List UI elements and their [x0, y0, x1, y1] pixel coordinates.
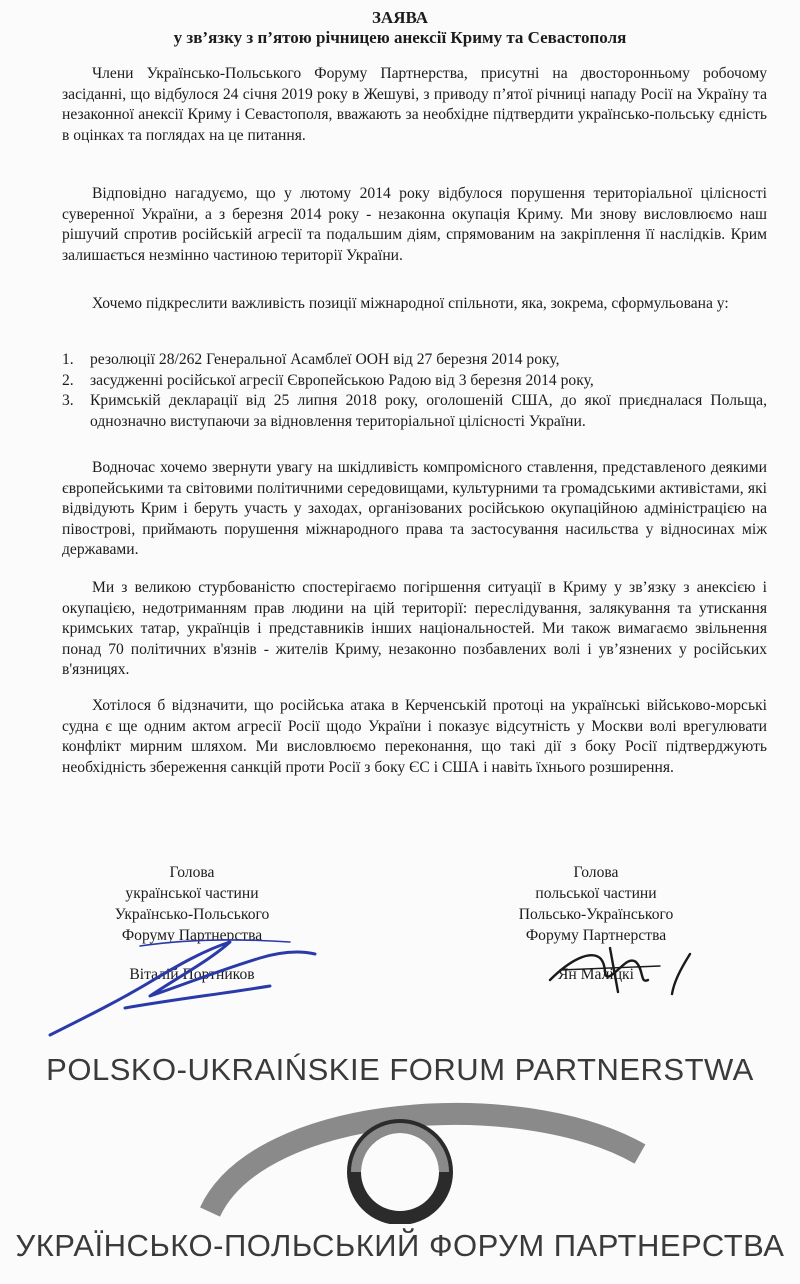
list-item-number: 1. — [62, 351, 74, 368]
paragraph-5: Ми з великою стурбованістю спостерігаємо погіршення ситуації в Криму у зв’язку з анексією і окупацією, недотриманням прав людини на цій території: переслідування, залякування та утискання кримських татар, українців і представників інших національностей. Ми також вимагаємо звільнення понад 70 політичних в'язнів - жителів Криму, незаконно позбавлених волі і ув’язнених у російських в'язницях. — [62, 579, 767, 678]
list-item — [62, 391, 767, 432]
signature-title-line: Форуму Партнерства — [525, 927, 667, 944]
document-title: ЗАЯВА — [371, 8, 429, 27]
list-item-number: 3. — [62, 392, 74, 409]
signature-title-line: польської частини — [535, 885, 657, 902]
list-item — [62, 371, 767, 392]
list-item-text: резолюції 28/262 Генеральної Асамблеї ООН від 27 березня 2014 року, — [90, 351, 560, 368]
signature-block-left — [62, 862, 322, 985]
signatory-name: Ян Маліцкі — [558, 966, 634, 983]
signature-title-line: Голова — [169, 864, 215, 881]
footer-title-polish: POLSKO-UKRAIŃSKIE FORUM PARTNERSTWA — [46, 1052, 754, 1087]
document-subtitle: у зв’язку з п’ятою річницею анексії Криму та Севастополя — [173, 28, 627, 47]
paragraph-3: Хочемо підкреслити важливість позиції міжнародної спільноти, яка, зокрема, сформульована у: — [92, 295, 729, 312]
signature-title-line: української частини — [125, 885, 259, 902]
list-item-text: Кримській декларації від 25 липня 2018 року, оголошеній США, до якої приєдналася Польща, однозначно виступаючи за відновлення територіальної цілісності України. — [90, 392, 767, 430]
resolutions-list — [62, 350, 767, 432]
paragraph-1: Члени Українсько-Польського Форуму Партнерства, присутні на двосторонньому робочому засіданні, що відбулося 24 січня 2019 року в Жешуві, з приводу п’ятої річниці нападу Росії на Україну та незаконної анексії Криму і Севастополя, вважають за необхідне підтвердити українсько-польську єдність в оцінках та поглядах на це питання. — [62, 65, 767, 144]
signature-title-line: Голова — [573, 864, 619, 881]
signature-block-right — [466, 862, 726, 985]
paragraph-6: Хотілося б відзначити, що російська атака в Керченській протоці на українські військово-морські судна є ще одним актом агресії Росії щодо України і показує відсутність у Москви волі врегулювати конфлікт мирним шляхом. Ми висловлюємо переконання, що такі дії з боку Росії підтверджують необхідність збереження санкцій проти Росії з боку ЄС і США і навіть їхнього розширення. — [62, 697, 767, 776]
signature-title-line: Українсько-Польського — [114, 906, 270, 923]
forum-logo-arc-icon — [0, 1094, 800, 1224]
paragraph-4: Водночас хочемо звернути увагу на шкідливість компромісного ставлення, представленого деякими європейськими та світовими політичними середовищами, культурними та громадськими активістами, які відвідують Крим і беруть участь у заходах, організованих російською окупаційною адміністрацією на півострові, приймають порушення міжнародного права та застосування насильства у відносинах між державами. — [62, 459, 767, 558]
list-item — [62, 350, 767, 371]
list-item-text: засудженні російської агресії Європейською Радою від 3 березня 2014 року, — [90, 371, 594, 389]
signatory-name: Віталій Портников — [129, 966, 255, 983]
list-item-number: 2. — [62, 371, 74, 389]
footer-title-ukrainian: УКРАЇНСЬКО-ПОЛЬСЬКИЙ ФОРУМ ПАРТНЕРСТВА — [15, 1228, 785, 1263]
paragraph-2: Відповідно нагадуємо, що у лютому 2014 року відбулося порушення територіальної цілісності суверенної України, а з березня 2014 року - незаконна окупація Криму. Ми знову висловлюємо наш рішучий спротив російській агресії та подальшим діям, спрямованим на закріплення її наслідків. Крим залишається незмінно частиною території України. — [62, 185, 767, 264]
signature-title-line: Польсько-Українського — [518, 906, 674, 923]
signature-title-line: Форуму Партнерства — [121, 927, 263, 944]
